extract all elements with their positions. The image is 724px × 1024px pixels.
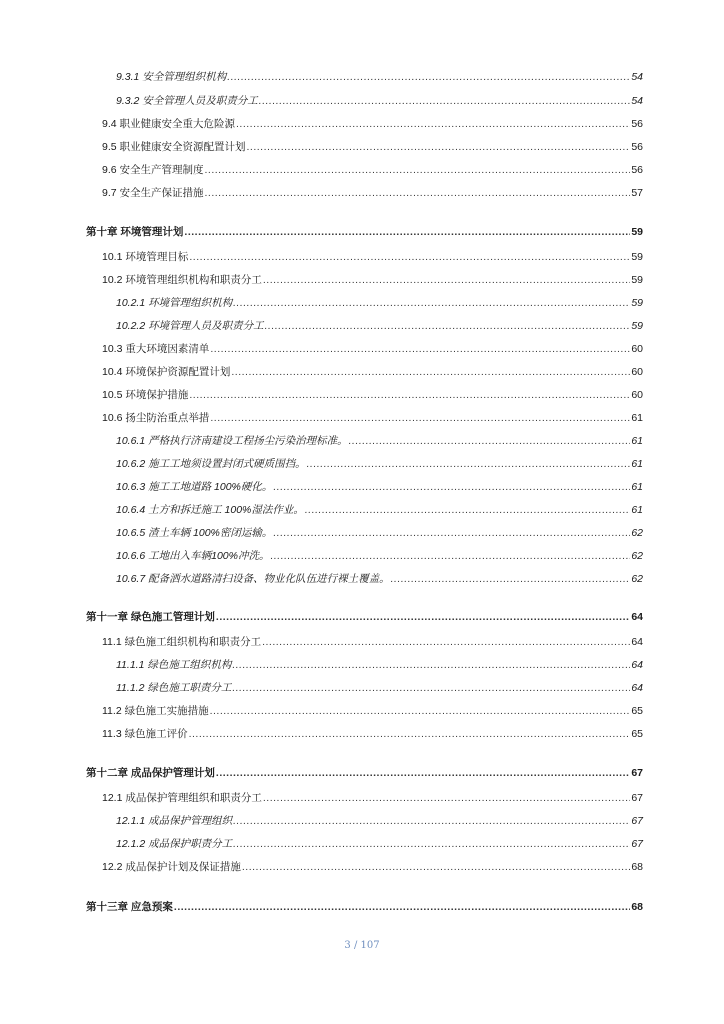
leader-dots: [273, 526, 630, 540]
toc-entry-10-2-2[interactable]: [116, 319, 643, 333]
leader-dots: [233, 296, 630, 310]
toc-entry-title: 9.3.2 安全管理人员及职责分工: [116, 95, 258, 107]
leader-dots: [270, 549, 630, 563]
toc-entry-page: 59: [631, 320, 643, 332]
toc-entry-9-3-1[interactable]: [116, 70, 643, 84]
toc-entry-page: 65: [631, 705, 643, 717]
leader-dots: [189, 250, 630, 264]
toc-entry-12-1-1[interactable]: [116, 814, 643, 828]
toc-entry-page: 61: [631, 504, 643, 516]
toc-entry-9-4[interactable]: [102, 117, 643, 131]
toc-entry-page: 68: [631, 901, 643, 913]
toc-entry-title: 9.4 职业健康安全重大危险源: [102, 118, 236, 130]
toc-entry-10-2[interactable]: [102, 273, 643, 287]
leader-dots: [247, 140, 631, 154]
leader-dots: [242, 860, 630, 874]
toc-entry-9-7[interactable]: [102, 186, 643, 200]
toc-entry-title: 10.6.1 严格执行济南建设工程扬尘污染治理标准。: [116, 435, 348, 447]
toc-entry-10-6-3[interactable]: [116, 480, 643, 494]
leader-dots: [232, 658, 630, 672]
leader-dots: [216, 766, 630, 780]
toc-entry-page: 65: [631, 728, 643, 740]
toc-entry-title: 11.1.2 绿色施工职责分工: [116, 682, 232, 694]
toc-entry-page: 59: [631, 274, 643, 286]
toc-entry-title: 10.2.1 环境管理组织机构: [116, 297, 233, 309]
leader-dots: [263, 791, 630, 805]
leader-dots: [236, 117, 630, 131]
leader-dots: [210, 411, 630, 425]
toc-entry-page: 59: [631, 226, 643, 238]
toc-entry-page: 57: [631, 187, 643, 199]
toc-entry-title: 第十二章 成品保护管理计划: [86, 767, 215, 779]
leader-dots: [262, 635, 630, 649]
toc-entry-title: 9.7 安全生产保证措施: [102, 187, 204, 199]
leader-dots: [210, 342, 630, 356]
leader-dots: [205, 163, 631, 177]
toc-entry-page: 67: [631, 767, 643, 779]
toc-entry-title: 12.1.2 成品保护职责分工: [116, 838, 233, 850]
toc-entry-10-2-1[interactable]: [116, 296, 643, 310]
toc-entry-page: 67: [631, 815, 643, 827]
toc-entry-title: 10.6.4 土方和拆迁施工 100%湿法作业。: [116, 504, 304, 516]
toc-entry-title: 10.6 扬尘防治重点举措: [102, 412, 210, 424]
toc-entry-page: 60: [631, 366, 643, 378]
toc-entry-10-6[interactable]: [102, 411, 643, 425]
toc-entry-title: 第十章 环境管理计划: [86, 226, 184, 238]
leader-dots: [210, 704, 631, 718]
toc-entry-title: 10.1 环境管理目标: [102, 251, 189, 263]
toc-entry-title: 10.6.7 配备洒水道路清扫设备、物业化队伍进行裸土覆盖。: [116, 573, 390, 585]
toc-entry-page: 59: [631, 251, 643, 263]
leader-dots: [233, 814, 630, 828]
toc-entry-10-6-6[interactable]: [116, 549, 643, 563]
toc-entry-title: 11.3 绿色施工评价: [102, 728, 188, 740]
toc-entry-10-4[interactable]: [102, 365, 643, 379]
toc-entry-page: 59: [631, 297, 643, 309]
toc-entry-title: 12.2 成品保护计划及保证措施: [102, 861, 241, 873]
toc-entry-page: 61: [631, 435, 643, 447]
leader-dots: [263, 273, 630, 287]
leader-dots: [233, 837, 630, 851]
toc-entry-title: 10.6.2 施工工地须设置封闭式硬质围挡。: [116, 458, 306, 470]
toc-chapter-11[interactable]: [86, 610, 643, 624]
leader-dots: [205, 186, 631, 200]
leader-dots: [227, 70, 630, 84]
toc-entry-page: 54: [631, 71, 643, 83]
toc-entry-title: 10.6.5 渣土车辆 100%密闭运输。: [116, 527, 273, 539]
toc-entry-page: 64: [631, 682, 643, 694]
toc-entry-9-5[interactable]: [102, 140, 643, 154]
toc-entry-page: 61: [631, 458, 643, 470]
toc-entry-11-1-1[interactable]: [116, 658, 643, 672]
toc-entry-page: 64: [631, 611, 643, 623]
toc-entry-12-1[interactable]: [102, 791, 643, 805]
leader-dots: [349, 434, 631, 448]
toc-chapter-13[interactable]: [86, 900, 643, 914]
toc-entry-9-3-2[interactable]: [116, 94, 643, 108]
toc-entry-9-6[interactable]: [102, 163, 643, 177]
leader-dots: [391, 572, 631, 586]
toc-entry-page: 56: [631, 118, 643, 130]
toc-entry-12-2[interactable]: [102, 860, 643, 874]
toc-entry-title: 9.6 安全生产管理制度: [102, 164, 204, 176]
toc-entry-page: 64: [631, 659, 643, 671]
toc-entry-11-1-2[interactable]: [116, 681, 643, 695]
leader-dots: [189, 388, 630, 402]
toc-entry-title: 10.5 环境保护措施: [102, 389, 189, 401]
toc-entry-11-3[interactable]: [102, 727, 643, 741]
toc-entry-title: 12.1 成品保护管理组织和职责分工: [102, 792, 262, 804]
toc-entry-10-6-5[interactable]: [116, 526, 643, 540]
toc-entry-10-6-1[interactable]: [116, 434, 643, 448]
toc-entry-title: 第十三章 应急预案: [86, 901, 173, 913]
toc-entry-title: 11.1.1 绿色施工组织机构: [116, 659, 232, 671]
toc-entry-page: 68: [631, 861, 643, 873]
toc-entry-title: 10.6.6 工地出入车辆100%冲洗。: [116, 550, 270, 562]
toc-entry-page: 67: [631, 838, 643, 850]
toc-chapter-10[interactable]: [86, 225, 643, 239]
toc-entry-10-6-2[interactable]: [116, 457, 643, 471]
toc-entry-10-5[interactable]: [102, 388, 643, 402]
toc-entry-10-3[interactable]: [102, 342, 643, 356]
leader-dots: [259, 94, 631, 108]
leader-dots: [184, 225, 630, 239]
toc-entry-page: 62: [631, 550, 643, 562]
toc-entry-page: 56: [631, 141, 643, 153]
toc-entry-11-2[interactable]: [102, 704, 643, 718]
toc-entry-title: 11.2 绿色施工实施措施: [102, 705, 209, 717]
toc-entry-page: 60: [631, 389, 643, 401]
leader-dots: [273, 480, 630, 494]
toc-entry-page: 62: [631, 573, 643, 585]
leader-dots: [189, 727, 631, 741]
toc-entry-10-6-7[interactable]: [116, 572, 643, 586]
leader-dots: [174, 900, 630, 914]
toc-entry-10-6-4[interactable]: [116, 503, 643, 517]
toc-entry-11-1[interactable]: [102, 635, 643, 649]
toc-entry-page: 54: [631, 95, 643, 107]
toc-entry-page: 61: [631, 481, 643, 493]
toc-entry-page: 62: [631, 527, 643, 539]
toc-entry-title: 10.6.3 施工工地道路 100%硬化。: [116, 481, 273, 493]
toc-entry-page: 67: [631, 792, 643, 804]
leader-dots: [216, 610, 630, 624]
leader-dots: [232, 681, 630, 695]
leader-dots: [265, 319, 631, 333]
toc-entry-title: 10.3 重大环境因素清单: [102, 343, 210, 355]
toc-entry-page: 64: [631, 636, 643, 648]
toc-chapter-12[interactable]: [86, 766, 643, 780]
toc-entry-title: 12.1.1 成品保护管理组织: [116, 815, 233, 827]
leader-dots: [231, 365, 630, 379]
toc-entry-page: 56: [631, 164, 643, 176]
toc-entry-page: 60: [631, 343, 643, 355]
toc-entry-title: 10.2.2 环境管理人员及职责分工: [116, 320, 264, 332]
toc-entry-title: 9.3.1 安全管理组织机构: [116, 71, 227, 83]
leader-dots: [305, 503, 630, 517]
toc-entry-title: 10.4 环境保护资源配置计划: [102, 366, 231, 378]
toc-entry-title: 10.2 环境管理组织机构和职责分工: [102, 274, 262, 286]
toc-entry-page: 61: [631, 412, 643, 424]
leader-dots: [307, 457, 631, 471]
toc-entry-12-1-2[interactable]: [116, 837, 643, 851]
page-number-footer: 3 / 107: [344, 940, 380, 951]
toc-entry-10-1[interactable]: [102, 250, 643, 264]
toc-entry-title: 第十一章 绿色施工管理计划: [86, 611, 215, 623]
toc-entry-title: 9.5 职业健康安全资源配置计划: [102, 141, 246, 153]
toc-entry-title: 11.1 绿色施工组织机构和职责分工: [102, 636, 262, 648]
